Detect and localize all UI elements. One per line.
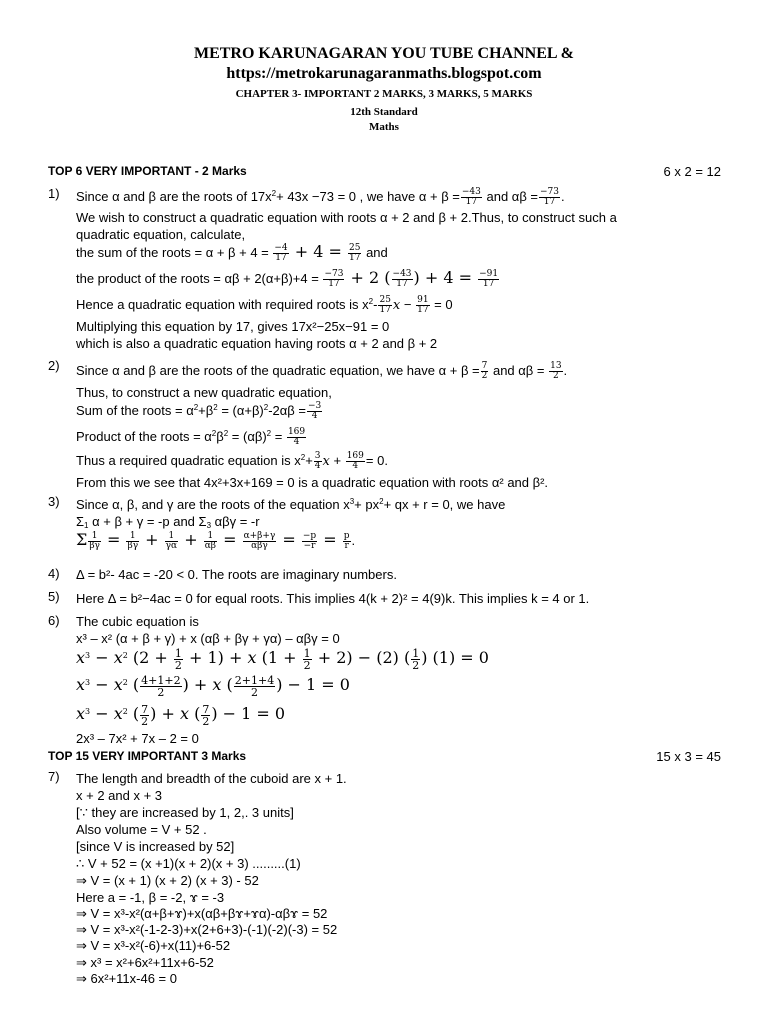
q1-line-1: Since α and β are the roots of $17x^2+ 43x -73 = 0$ , we have α + β = $\frac{-43}{17}$ and αβ = $\frac{-73}{17}$ . <box>76 187 565 207</box>
section-3-marks-title: TOP 15 VERY IMPORTANT 3 Marks <box>48 749 247 763</box>
question-number: 5) <box>48 589 60 604</box>
q3-line-3: Σ $\frac{1}{\beta\gamma}$ = $\frac{1}{\beta\gamma}$ + $\frac{1}{\gamma\alpha}$ + $\frac{1}{\alpha\beta}$ = α+β+γ αβγ = $\frac{-p}{-r}$ = $\frac{p}{r}$ . <box>76 530 356 552</box>
q7-line: [since V is increased by 52] <box>76 839 235 854</box>
q7-line: ⇒ V = (x + 1) (x + 2) (x + 3) - 52 <box>76 873 259 888</box>
q2-line-4: Product of the roots = $\alpha^2\beta^2 = (\alpha\beta)^2$ = $\frac{169}{4}$ <box>76 427 306 447</box>
q6-line-5: $x^3 - x^2$ ( $\frac{7}{2}$ ) + x ( $\frac{7}{2}$ ) − 1 = 0 <box>76 703 286 728</box>
subject-label: Maths <box>369 121 399 133</box>
q2-line-6: From this we see that 4x²+3x+169 = 0 is a quadratic equation with roots α² and β². <box>76 475 549 490</box>
q1-line-2: We wish to construct a quadratic equation with roots α + 2 and β + 2.Thus, to construct such a <box>76 210 617 225</box>
q7-line: ⇒ 6x²+11x-46 = 0 <box>76 971 177 986</box>
question-number: 7) <box>48 769 60 784</box>
q2-line-1: Since α and β are the roots of the quadratic equation, we have α + β = $\frac{7}{2}$ and αβ = $\frac{13}{2}$ . <box>76 361 568 381</box>
q6-line-6: 2x³ – 7x² + 7x – 2 = 0 <box>76 731 199 746</box>
q3-line-1: Since α, β, and γ are the roots of the equation $x^3+ px^2+$ qx + r = 0, we have <box>76 497 506 512</box>
q4-line-1: Δ = b²- 4ac = -20 < 0. The roots are imaginary numbers. <box>76 567 397 582</box>
question-number: 3) <box>48 494 60 509</box>
q3-line-2: $\Sigma_1$ α + β + γ = -p and $\Sigma_3$ αβγ = -r <box>76 514 260 530</box>
chapter-title: CHAPTER 3- IMPORTANT 2 MARKS, 3 MARKS, 5 MARKS <box>235 88 533 100</box>
q7-line: ⇒ V = x³-x²(α+β+ɤ)+x(αβ+βɤ+ɤα)-αβɤ = 52 <box>76 906 328 921</box>
standard-label: 12th Standard <box>350 106 418 118</box>
q1-line-8: which is also a quadratic equation having roots α + 2 and β + 2 <box>76 336 438 351</box>
question-number: 2) <box>48 358 60 373</box>
q7-line: ∴ V + 52 = (x +1)(x + 2)(x + 3) .........(1) <box>76 856 301 871</box>
q1-line-6: Hence a quadratic equation with required roots is $x^2-$ $\frac{25}{17}$ x − $\frac{91}{17}$ = 0 <box>76 295 453 315</box>
q7-line: ⇒ V = x³-x²(-6)+x(11)+6-52 <box>76 938 231 953</box>
q7-line: Also volume = V + 52 . <box>76 822 207 837</box>
q6-line-3: $x^3 - x^2$ (2 + $\frac{1}{2}$ + 1) + x (1 + $\frac{1}{2}$ + 2) − (2) ( $\frac{1}{2}$ ) (1) = 0 <box>76 647 489 672</box>
q1-line-3: quadratic equation, calculate, <box>76 227 246 242</box>
q7-line: Here a = -1, β = -2, ɤ = -3 <box>76 890 225 905</box>
question-number: 4) <box>48 566 60 581</box>
question-number: 6) <box>48 613 60 628</box>
q7-line: x + 2 and x + 3 <box>76 788 163 803</box>
q7-line: The length and breadth of the cuboid are x + 1. <box>76 771 347 786</box>
q6-line-1: The cubic equation is <box>76 614 199 629</box>
q1-line-5: the product of the roots = αβ + 2(α+β)+4 = $\frac{-73}{17}$ + 2 ( $\frac{-43}{17}$ ) + 4 = $\frac{-91}{17}$ <box>76 268 499 290</box>
q7-line: ⇒ V = x³-x²(-1-2-3)+x(2+6+3)-(-1)(-2)(-3) = 52 <box>76 922 338 937</box>
q1-line-7: Multiplying this equation by 17, gives 17x²−25x−91 = 0 <box>76 319 390 334</box>
q6-line-4: $x^3 - x^2$ ( $\frac{4+1+2}{2}$ ) + x ( $\frac{2+1+4}{2}$ ) − 1 = 0 <box>76 674 350 699</box>
q5-line-1: Here Δ = b²−4ac = 0 for equal roots. This implies 4(k + 2)² = 4(9)k. This implies k = 4 or 1. <box>76 591 590 606</box>
header-title: METRO KARUNAGARAN YOU TUBE CHANNEL & <box>193 45 575 62</box>
section-2-marks-title: TOP 6 VERY IMPORTANT - 2 Marks <box>48 164 247 178</box>
q2-line-3: Sum of the roots = $\alpha^2+\beta^2 = (\alpha+\beta)^2-2\alpha\beta$ = $\frac{-3}{4}$ <box>76 401 322 421</box>
header-url: https://metrokarunagaranmaths.blogspot.com <box>226 65 542 82</box>
q2-line-2: Thus, to construct a new quadratic equation, <box>76 385 332 400</box>
q7-line: ⇒ x³ = x²+6x²+11x+6-52 <box>76 955 214 970</box>
q6-line-2: x³ – x² (α + β + γ) + x (αβ + βγ + γα) – αβγ = 0 <box>76 631 340 646</box>
section-3-marks-total: 15 x 3 = 45 <box>656 749 721 764</box>
q7-line: [∵ they are increased by 1, 2,. 3 units] <box>76 805 294 820</box>
section-2-marks-total: 6 x 2 = 12 <box>663 164 721 179</box>
q2-line-5: Thus a required quadratic equation is $x^2+$ $\frac{3}{4}$ x + $\frac{169}{4}$ = 0. <box>76 451 388 471</box>
question-number: 1) <box>48 186 60 201</box>
q1-line-4: the sum of the roots = α + β + 4 = $\frac{-4}{17}$ + 4 = $\frac{25}{17}$ and <box>76 242 388 264</box>
